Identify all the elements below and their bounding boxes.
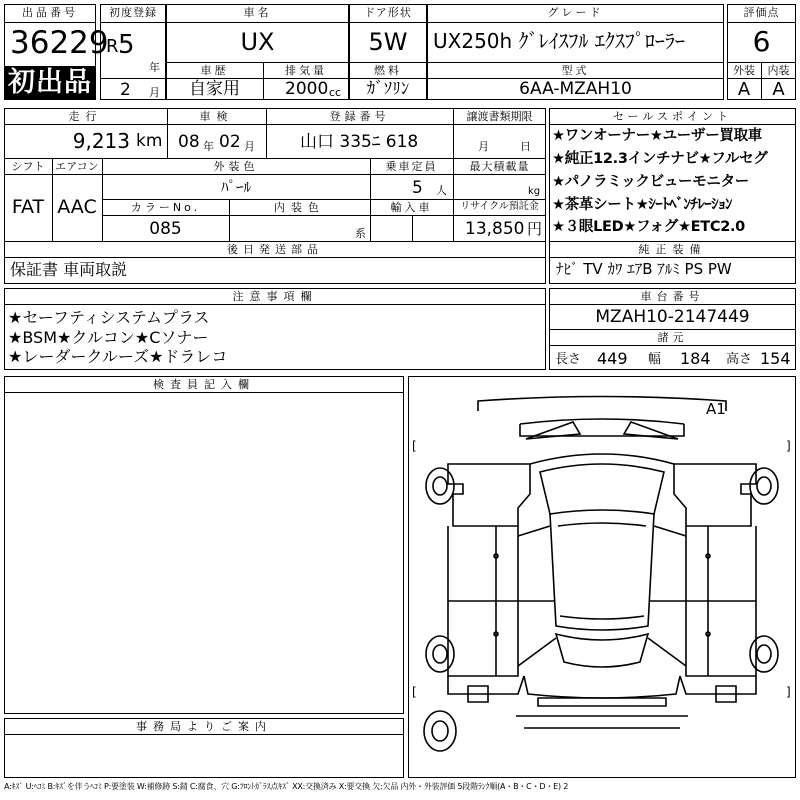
history-label: 車歴 <box>200 64 229 77</box>
shift-label: シフト <box>11 160 45 173</box>
mileage-unit: km <box>136 131 163 151</box>
bracket-right: ] <box>786 439 791 453</box>
recycle-unit: 円 <box>527 220 543 238</box>
lot-number-label: 出品番号 <box>22 6 78 19</box>
fuel-label: 燃料 <box>374 64 402 77</box>
capacity: 5 <box>412 178 423 198</box>
interior-color-label: 内装色 <box>274 201 325 214</box>
capacity-unit: 人 <box>436 184 447 197</box>
inspection-year: 08 <box>178 132 200 152</box>
import-label: 輸入車 <box>390 201 433 214</box>
first-listing-text: 初出品 <box>8 67 92 98</box>
office-notes-label: 事務局よりご案内 <box>136 720 272 733</box>
max-load-unit: kg <box>528 186 541 197</box>
transfer-deadline-label: 譲渡書類期限 <box>466 110 533 123</box>
shift: FAT <box>11 196 45 218</box>
inspection-month-unit: 月 <box>244 140 255 153</box>
displacement-label: 排気量 <box>285 64 327 77</box>
caution-label: 注意事項欄 <box>232 290 318 303</box>
score-label: 評価点 <box>743 6 780 19</box>
year-unit: 年 <box>149 61 160 74</box>
displacement-unit: cc <box>329 86 342 99</box>
max-load-label: 最大積載量 <box>469 160 530 173</box>
inspection-label: 車検 <box>199 110 234 123</box>
aircon-label: エアコン <box>55 160 99 173</box>
model: 6AA-MZAH10 <box>519 79 632 99</box>
inspection-month: 02 <box>219 132 241 152</box>
grade: UX250h ｸﾞﾚｲｽﾌﾙ ｴｸｽﾌﾟﾛｰﾗｰ <box>433 29 685 53</box>
bracket-right: ] <box>786 685 791 699</box>
chassis-label: 車台番号 <box>640 290 705 303</box>
equipment-label: 純正装備 <box>638 243 707 256</box>
score: 6 <box>752 25 771 58</box>
mileage: 9,213 <box>72 129 130 153</box>
transfer-day-unit: 日 <box>520 140 531 153</box>
car-diagram <box>408 376 796 778</box>
sales-points-label: セールスポイント <box>612 110 732 123</box>
exterior-label: 外装 <box>733 64 755 77</box>
inspector-notes-box <box>4 376 404 714</box>
later-parts-label: 後日発送部品 <box>227 243 323 256</box>
displacement: 2000 <box>285 79 329 99</box>
later-parts: 保証書 車両取説 <box>10 260 128 279</box>
caution-line: ★レーダークルーズ★ドラレコ <box>8 347 228 366</box>
model-label: 型式 <box>561 64 590 77</box>
recycle-deposit: 13,850 <box>465 219 525 239</box>
car-name-label: 車名 <box>243 6 272 19</box>
exterior-color: ﾊﾟｰﾙ <box>220 178 251 196</box>
color-no-label: カラーNo. <box>130 201 201 214</box>
grade-label: グレード <box>547 6 604 19</box>
sales-point-line: ★パノラミックビューモニター <box>552 174 750 190</box>
car-name: UX <box>240 28 275 56</box>
sales-point-line: ★純正12.3インチナビ★フルセグ <box>552 151 768 167</box>
interior-label: 内装 <box>767 64 790 77</box>
recycle-label: リサイクル預託金 <box>460 201 539 212</box>
damage-legend: A:ｷｽﾞ U:ﾍｺﾐ B:ｷｽﾞを伴うﾍｺﾐ P:要塗装 W:補修跡 S:錆 C:腐食、穴 G:ﾌﾛﾝﾄｶﾞﾗｽ点ｷｽﾞ XX:交換済み X:要交換 欠:欠品 内外・外装評価 5段階ﾗﾝｸ順(A・B・C・D・E) 2 <box>4 782 569 791</box>
interior-grade: A <box>772 79 785 100</box>
sales-point-line: ★ワンオーナー★ユーザー買取車 <box>552 128 762 144</box>
door-label: ドア形状 <box>364 6 412 19</box>
equipment: ﾅﾋﾞ TV ｶﾜ ｴｱB ｱﾙﾐ PS PW <box>556 260 732 278</box>
month-unit: 月 <box>149 86 160 99</box>
exterior-color-label: 外装色 <box>213 160 259 173</box>
bracket-left: [ <box>412 685 417 699</box>
first-reg-month: 2 <box>120 80 131 100</box>
sales-point-line: ★３眼LED★フォグ★ETC2.0 <box>552 219 745 235</box>
caution-line: ★セーフティシステムプラス <box>8 308 210 327</box>
first-reg-year: 5 <box>118 30 135 60</box>
first-registration-label: 初度登録 <box>109 6 157 19</box>
chassis-number: MZAH10-2147449 <box>595 307 750 327</box>
era: R <box>106 36 119 57</box>
height-label: 高さ <box>726 352 753 367</box>
specs-label: 諸元 <box>657 331 688 344</box>
inspector-notes-label: 検査員記入欄 <box>153 378 255 391</box>
color-no: 085 <box>149 219 182 239</box>
capacity-label: 乗車定員 <box>385 160 438 173</box>
inspection-year-unit: 年 <box>203 140 214 153</box>
registration-label: 登録番号 <box>329 110 390 123</box>
exterior-grade: A <box>737 79 751 100</box>
sales-point-line: ★茶革シート★ｼｰﾄﾍﾞﾝﾁﾚｰｼｮﾝ <box>552 197 733 213</box>
width: 184 <box>680 349 711 368</box>
length: 449 <box>597 349 628 368</box>
registration-number: 山口 335ﾆ 618 <box>300 132 419 152</box>
width-label: 幅 <box>648 352 662 367</box>
lot-number: 36229 <box>10 25 109 61</box>
mileage-label: 走行 <box>68 110 103 123</box>
history: 自家用 <box>189 79 240 99</box>
caution-line: ★BSM★クルコン★Cソナー <box>8 328 209 347</box>
fuel: ｶﾞｿﾘﾝ <box>366 79 410 99</box>
door-type: 5W <box>368 28 408 56</box>
transfer-month-unit: 月 <box>478 140 489 153</box>
aircon: AAC <box>57 196 97 218</box>
damage-marking: A1 <box>706 400 726 418</box>
length-label: 長さ <box>555 352 582 367</box>
height: 154 <box>760 349 791 368</box>
bracket-left: [ <box>412 439 417 453</box>
interior-color-unit: 系 <box>355 227 366 240</box>
